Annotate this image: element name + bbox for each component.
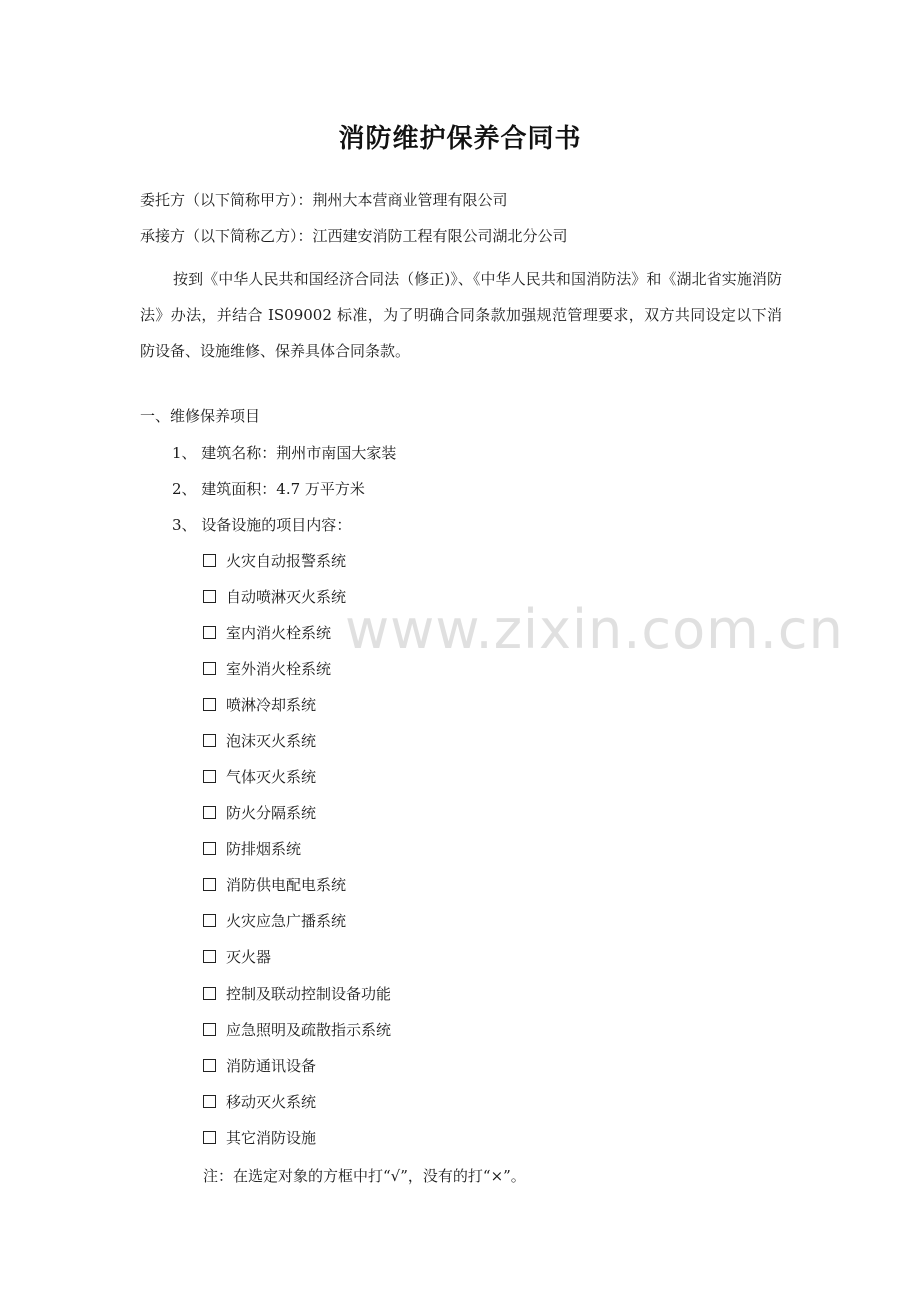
system-item: [203, 839, 301, 859]
system-label: 防排烟系统: [226, 840, 302, 858]
system-item: [203, 947, 271, 967]
checkbox-icon[interactable]: [203, 1131, 216, 1144]
system-label: 火灾自动报警系统: [226, 552, 347, 570]
checkbox-icon[interactable]: [203, 626, 216, 639]
system-label: 泡沫灭火系统: [226, 732, 317, 750]
building-name-line: 1、 建筑名称：荆州市南国大家装: [172, 444, 397, 462]
system-item: [203, 984, 391, 1004]
system-label: 消防供电配电系统: [226, 876, 347, 894]
system-item: [203, 803, 316, 823]
checkbox-icon[interactable]: [203, 987, 216, 1000]
checkbox-icon[interactable]: [203, 770, 216, 783]
checkbox-icon[interactable]: [203, 590, 216, 603]
checkbox-icon[interactable]: [203, 554, 216, 567]
checkbox-icon[interactable]: [203, 842, 216, 855]
preamble-paragraph: 按到《中华人民共和国经济合同法（修正)》、《中华人民共和国消防法》和《湖北省实施消防法》办法，并结合 IS09002 标准，为了明确合同条款加强规范管理要求，双方共同设定以下消防设备、设施维修、保养具体合同条款。: [140, 270, 782, 360]
checkbox-icon[interactable]: [203, 1059, 216, 1072]
system-item: [203, 551, 346, 571]
system-item: [203, 1128, 316, 1148]
checkbox-icon[interactable]: [203, 734, 216, 747]
system-label: 喷淋冷却系统: [226, 696, 317, 714]
system-label: 移动灭火系统: [226, 1093, 317, 1111]
system-item: [203, 767, 316, 787]
system-item: [203, 911, 346, 931]
system-item: [203, 695, 316, 715]
system-item: [203, 1056, 316, 1076]
system-label: 应急照明及疏散指示系统: [226, 1021, 392, 1039]
system-label: 灭火器: [226, 948, 272, 966]
system-label: 气体灭火系统: [226, 768, 317, 786]
section-heading: 一、维修保养项目: [140, 407, 261, 425]
checkbox-icon[interactable]: [203, 878, 216, 891]
checkbox-icon[interactable]: [203, 1095, 216, 1108]
contents-label-line: 3、 设备设施的项目内容：: [172, 516, 352, 534]
system-item: [203, 875, 346, 895]
system-label: 自动喷淋灭火系统: [226, 588, 347, 606]
system-label: 火灾应急广播系统: [226, 912, 347, 930]
party-b-line: 承接方（以下简称乙方）：江西建安消防工程有限公司湖北分公司: [140, 227, 568, 245]
system-item: [203, 1092, 316, 1112]
system-item: [203, 587, 346, 607]
checkbox-icon[interactable]: [203, 698, 216, 711]
system-item: [203, 659, 331, 679]
system-label: 消防通讯设备: [226, 1057, 317, 1075]
system-item: [203, 623, 331, 643]
system-item: [203, 731, 316, 751]
watermark: www.zixin.com.cn: [345, 598, 844, 661]
party-a-line: 委托方（以下简称甲方）：荆州大本营商业管理有限公司: [140, 191, 508, 209]
checkbox-icon[interactable]: [203, 950, 216, 963]
system-label: 室外消火栓系统: [226, 660, 332, 678]
checkbox-icon[interactable]: [203, 662, 216, 675]
system-label: 其它消防设施: [226, 1129, 317, 1147]
system-label: 控制及联动控制设备功能: [226, 985, 392, 1003]
checkbox-icon[interactable]: [203, 806, 216, 819]
document-title: 消防维护保养合同书: [338, 124, 582, 154]
system-label: 室内消火栓系统: [226, 624, 332, 642]
selection-note: 注：在选定对象的方框中打“√”，没有的打“×”。: [203, 1167, 526, 1185]
system-item: [203, 1020, 391, 1040]
checkbox-icon[interactable]: [203, 914, 216, 927]
checkbox-icon[interactable]: [203, 1023, 216, 1036]
building-area-line: 2、 建筑面积：4.7 万平方米: [172, 480, 365, 498]
system-label: 防火分隔系统: [226, 804, 317, 822]
